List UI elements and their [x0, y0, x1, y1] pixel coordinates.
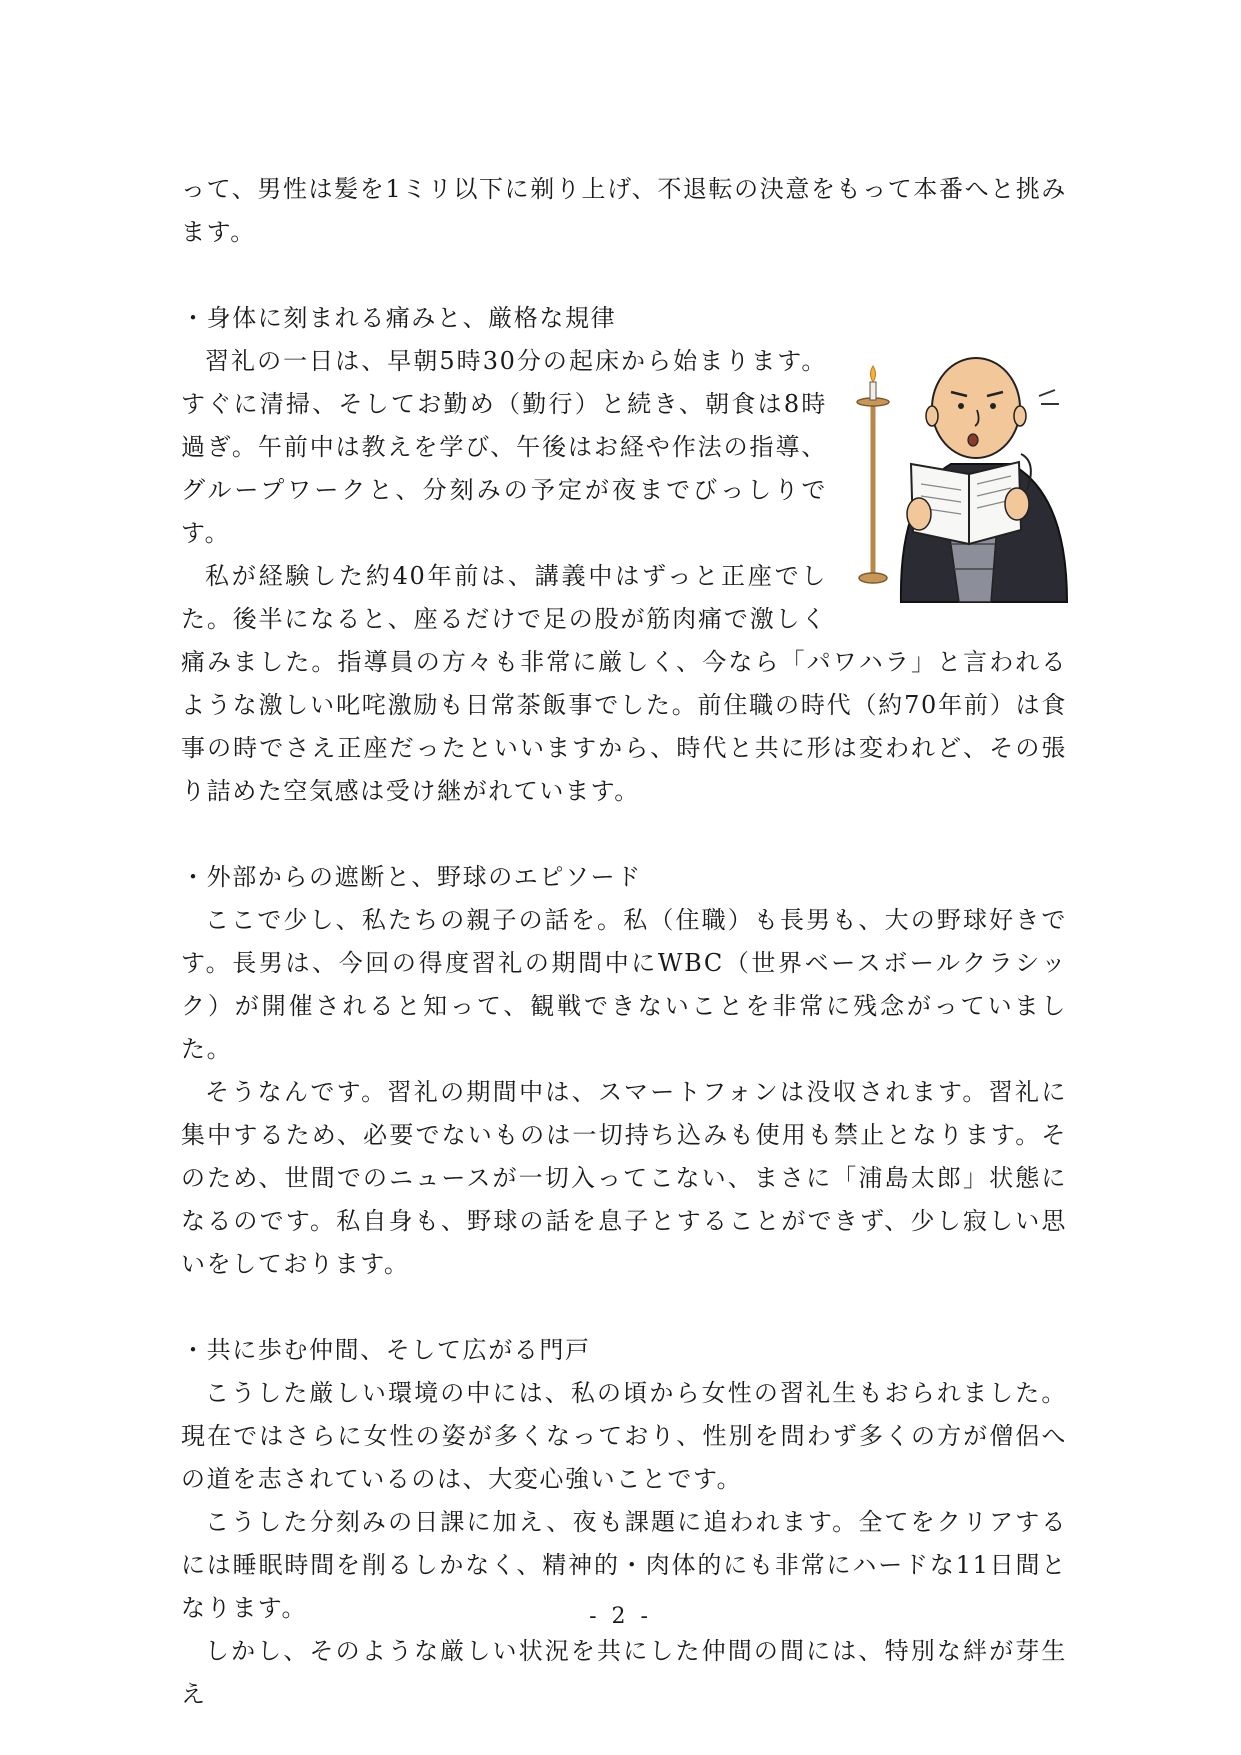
section1-paragraph: 私が経験した約40年前は、講義中はずっと正座でした。後半になると、座るだけで足の股が筋肉痛で激しく痛みました。指導員の方々も非常に厳しく、今なら「パワハラ」と言われるような激しい叱咤激励も日常茶飯事でした。前住職の時代（約70年前）は食事の時でさえ正座だったといいますから、時代と共に形は変われど、その張り詰めた空気感は受け継がれています。	[181, 562, 1067, 805]
section3-paragraph: こうした厳しい環境の中には、私の頃から女性の習礼生もおられました。現在ではさらに女性の姿が多くなっており、性別を問わず多くの方が僧侶への道を志されているのは、大変心強いことです。	[181, 1379, 1067, 1493]
section2-paragraph: ここで少し、私たちの親子の話を。私（住職）も長男も、大の野球好きです。長男は、今回の得度習礼の期間中にWBC（世界ベースボールクラシック）が開催されると知って、観戦できないことを非常に残念がっていました。	[181, 906, 1067, 1063]
section-heading-3: ・共に歩む仲間、そして広がる門戸	[181, 1336, 591, 1364]
monk-reading-sutra-icon	[841, 344, 1077, 606]
page-number: - 2 -	[589, 1604, 652, 1629]
section2-paragraph: そうなんです。習礼の期間中は、スマートフォンは没収されます。習礼に集中するため、必要でないものは一切持ち込みも使用も禁止となります。そのため、世間でのニュースが一切入ってこない、まさに「浦島太郎」状態になるのです。私自身も、野球の話を息子とすることができず、少し寂しい思いをしております。	[181, 1078, 1067, 1278]
section1-paragraph: 習礼の一日は、早朝5時30分の起床から始まります。すぐに清掃、そしてお勤め（勤行）と続き、朝食は8時過ぎ。午前中は教えを学び、午後はお経や作法の指導、グループワークと、分刻みの予定が夜までびっしりです。	[181, 347, 827, 547]
intro-paragraph: って、男性は髪を1ミリ以下に剃り上げ、不退転の決意をもって本番へと挑みます。	[181, 175, 1067, 246]
spacer	[181, 813, 1067, 856]
body-text	[181, 168, 1067, 1716]
section3-paragraph: しかし、そのような厳しい状況を共にした仲間の間には、特別な絆が芽生え	[181, 1637, 1067, 1708]
section-heading-1: ・身体に刻まれる痛みと、厳格な規律	[181, 304, 617, 332]
section3-paragraph: こうした分刻みの日課に加え、夜も課題に追われます。全てをクリアするには睡眠時間を削るしかなく、精神的・肉体的にも非常にハードな11日間となります。	[181, 1508, 1067, 1622]
spacer	[181, 254, 1067, 297]
spacer	[181, 1286, 1067, 1329]
section-heading-2: ・外部からの遮断と、野球のエピソード	[181, 863, 642, 891]
